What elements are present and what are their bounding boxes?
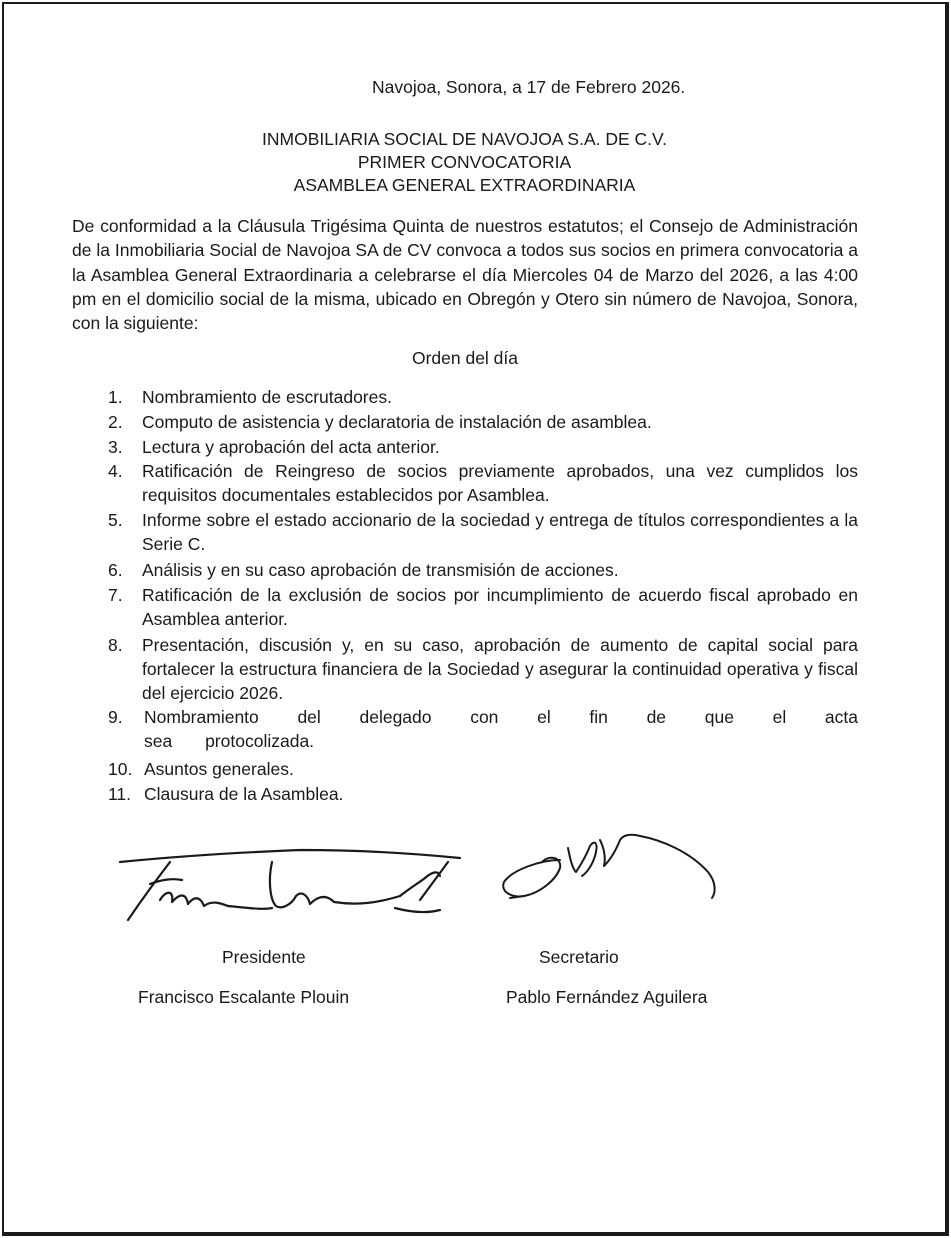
president-name: Francisco Escalante Plouin xyxy=(138,987,350,1007)
agenda-item-text: Asuntos generales. xyxy=(144,759,294,779)
assembly-type: ASAMBLEA GENERAL EXTRAORDINARIA xyxy=(293,175,636,195)
agenda-item-text: Computo de asistencia y declaratoria de instalación de asamblea. xyxy=(142,412,652,432)
agenda-item-text: Informe sobre el estado accionario de la sociedad y entrega de títulos correspondientes a la Serie C. xyxy=(142,510,858,554)
agenda-item-number: 8. xyxy=(108,635,123,655)
agenda-item-text: Clausura de la Asamblea. xyxy=(144,784,344,804)
agenda-item-text: Análisis y en su caso aprobación de transmisión de acciones. xyxy=(142,560,619,580)
agenda-item-number: 1. xyxy=(108,387,123,407)
agenda-item-text: Ratificación de la exclusión de socios por incumplimiento de acuerdo fiscal aprobado en Asamblea anterior. xyxy=(142,585,858,629)
secretary-name: Pablo Fernández Aguilera xyxy=(506,987,708,1007)
agenda-title: Orden del día xyxy=(411,348,519,368)
agenda-item-number: 7. xyxy=(108,585,123,605)
agenda-item-text: Lectura y aprobación del acta anterior. xyxy=(142,437,440,457)
body-paragraph: De conformidad a la Cláusula Trigésima Quinta de nuestros estatutos; el Consejo de Administración de la Inmobiliaria Social de Navojoa SA de CV convoca a todos sus socios en primera convocatoria a la Asamblea General Extraordinaria a celebrarse el día Miercoles 04 de Marzo del 2026, a las 4:00 pm en el domicilio social de la misma, ubicado en Obregón y Otero sin número de Navojoa, Sonora, con la siguiente: xyxy=(72,216,858,334)
agenda-item-text: Presentación, discusión y, en su caso, aprobación de aumento de capital social para fortalecer la estructura financiera de la Sociedad y asegurar la continuidad operativa y fiscal del ejercicio 2026. xyxy=(142,635,858,703)
agenda-item-number: 9. xyxy=(108,707,123,727)
agenda-item-number: 5. xyxy=(108,510,123,530)
agenda-item-text: Ratificación de Reingreso de socios previamente aprobados, una vez cumplidos los requisitos documentales establecidos por Asamblea. xyxy=(142,461,858,505)
agenda-item-number: 10. xyxy=(108,759,133,779)
agenda-item-number: 4. xyxy=(108,461,123,481)
secretary-role: Secretario xyxy=(539,947,619,967)
secretary-signature xyxy=(503,835,714,898)
agenda-item-text: Nombramiento de escrutadores. xyxy=(142,387,392,407)
agenda-item-number: 3. xyxy=(108,437,123,457)
agenda-item-text: Nombramiento del delegado con el fin de que el acta sea protocolizada. xyxy=(144,707,858,751)
president-role: Presidente xyxy=(222,947,306,967)
date-line: Navojoa, Sonora, a 17 de Febrero 2026. xyxy=(372,77,686,97)
agenda-item-number: 6. xyxy=(108,560,123,580)
convocation-type: PRIMER CONVOCATORIA xyxy=(357,152,572,172)
agenda-item-number: 11. xyxy=(108,784,132,804)
president-signature xyxy=(120,850,460,920)
agenda-item-number: 2. xyxy=(108,412,123,432)
company-name: INMOBILIARIA SOCIAL DE NAVOJOA S.A. DE C.V. xyxy=(262,129,667,149)
